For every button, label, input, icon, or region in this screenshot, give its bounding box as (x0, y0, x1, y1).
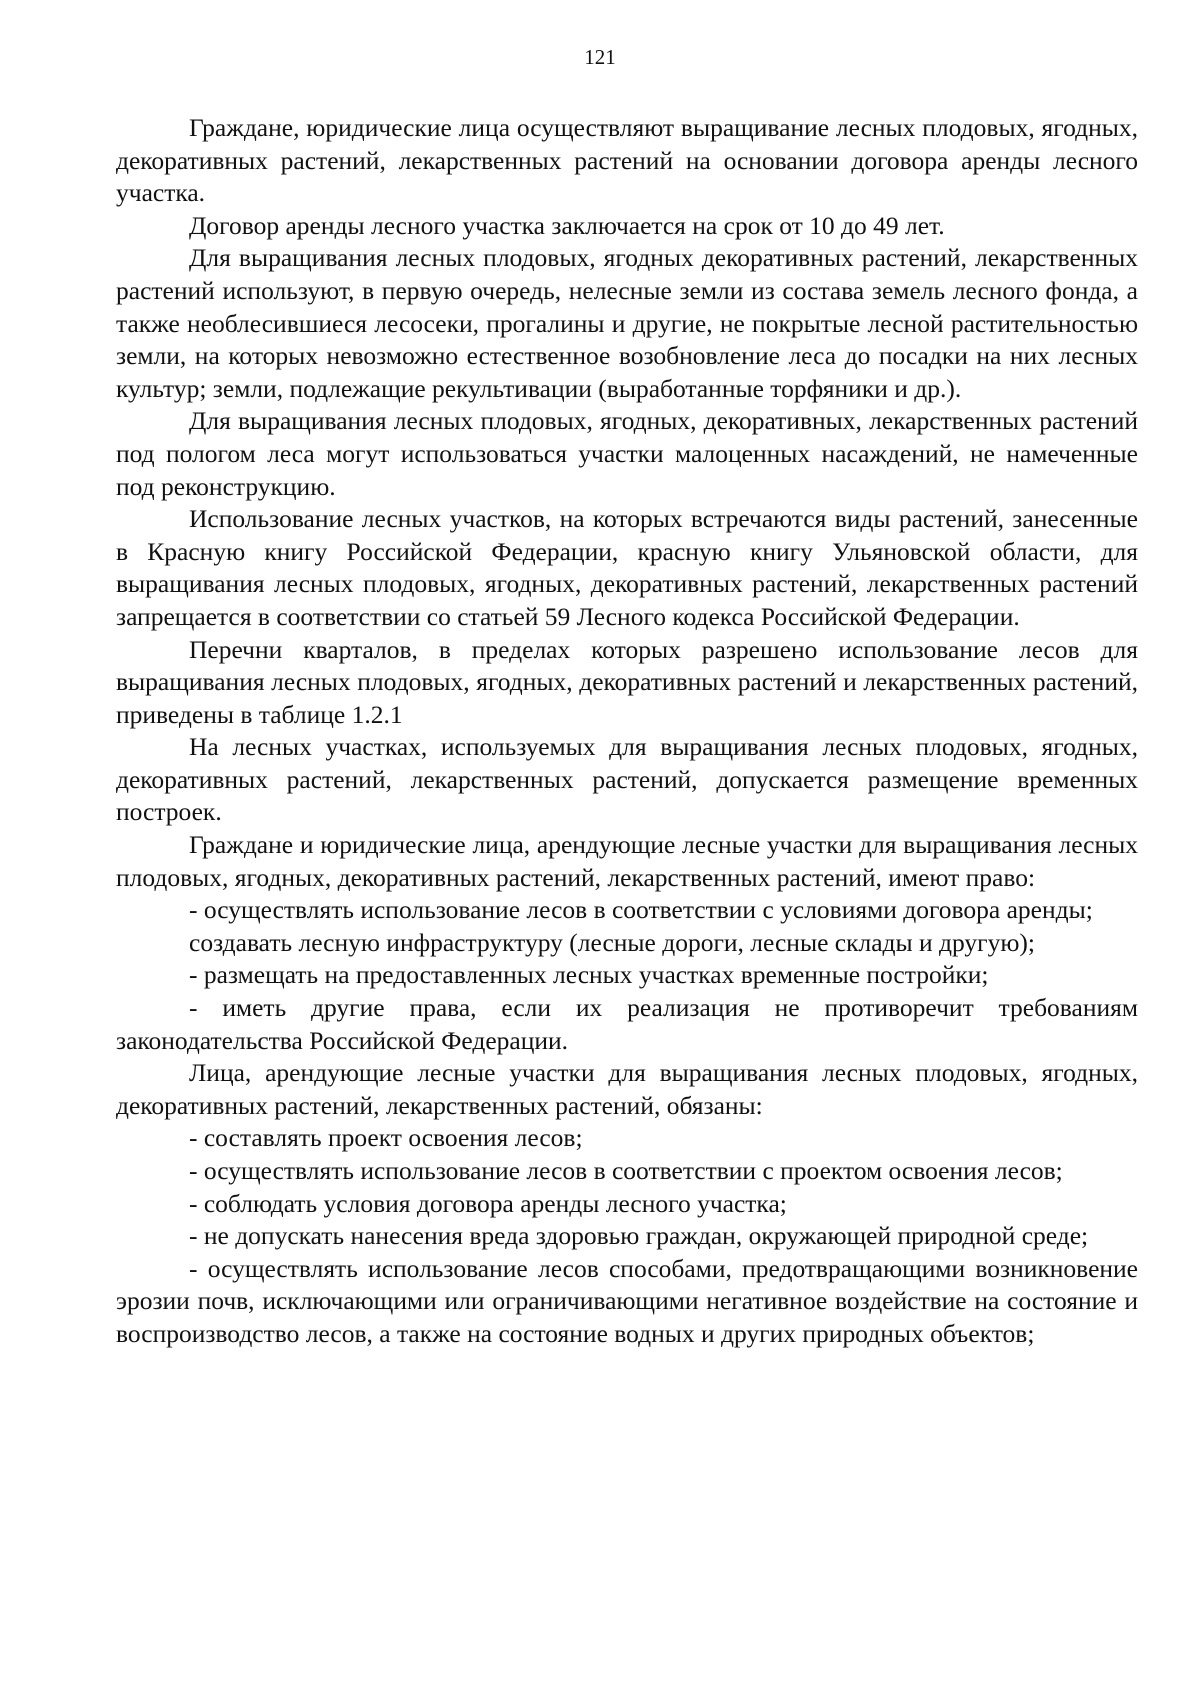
paragraph: Для выращивания лесных плодовых, ягодных декоративных растений, лекарственных растений используют, в первую очередь, нелесные земли из состава земель лесного фонда, а также необлесившиеся лесосеки, прогалины и другие, не покрытые лесной растительностью земли, на которых невозможно естественное возобновление леса до посадки на них лесных культур; земли, подлежащие рекультивации (выработанные торфяники и др.). (116, 243, 1138, 403)
list-item-right: - размещать на предоставленных лесных участках временные постройки; (189, 960, 989, 990)
list-item-obligation: - составлять проект освоения лесов; (189, 1123, 583, 1153)
list-item-obligation: - не допускать нанесения вреда здоровью граждан, окружающей природной среде; (189, 1221, 1089, 1251)
document-body (116, 112, 1138, 1351)
paragraph: Лица, арендующие лесные участки для выращивания лесных плодовых, ягодных, декоративных растений, лекарственных растений, обязаны: (116, 1058, 1138, 1120)
paragraph: Перечни кварталов, в пределах которых разрешено использование лесов для выращивания лесных плодовых, ягодных, декоративных растений и лекарственных растений, приведены в таблице 1.2.1 (116, 634, 1138, 729)
paragraph: Для выращивания лесных плодовых, ягодных, декоративных, лекарственных растений под пологом леса могут использоваться участки малоценных насаждений, не намеченные под реконструкцию. (116, 406, 1138, 501)
list-item-right: - иметь другие права, если их реализация не противоречит требованиям законодательства Российской Федерации. (116, 993, 1138, 1055)
list-item-right: создавать лесную инфраструктуру (лесные дороги, лесные склады и другую); (189, 927, 1036, 957)
list-item-obligation: - осуществлять использование лесов в соответствии с проектом освоения лесов; (189, 1156, 1063, 1185)
list-item-right: - осуществлять использование лесов в соответствии с условиями договора аренды; (189, 895, 1093, 925)
list-item-obligation: - осуществлять использование лесов способами, предотвращающими возникновение эрозии почв, исключающими или ограничивающими негативное воздействие на состояние и воспроизводство лесов, а также на состояние водных и других природных объектов; (116, 1253, 1138, 1348)
paragraph: Граждане и юридические лица, арендующие лесные участки для выращивания лесных плодовых, ягодных, декоративных растений, лекарственных растений, имеют право: (116, 830, 1138, 892)
paragraph: Использование лесных участков, на которых встречаются виды растений, занесенные в Красную книгу Российской Федерации, красную книгу Ульяновской области, для выращивания лесных плодовых, ягодных, декоративных растений, лекарственных растений запрещается в соответствии со статьей 59 Лесного кодекса Российской Федерации. (116, 504, 1138, 631)
paragraph: На лесных участках, используемых для выращивания лесных плодовых, ягодных, декоративных растений, лекарственных растений, допускается размещение временных построек. (116, 732, 1138, 827)
paragraph: Договор аренды лесного участка заключается на срок от 10 до 49 лет. (189, 210, 945, 240)
list-item-obligation: - соблюдать условия договора аренды лесного участка; (189, 1188, 787, 1218)
paragraph: Граждане, юридические лица осуществляют выращивание лесных плодовых, ягодных, декоративных растений, лекарственных растений на основании договора аренды лесного участка. (116, 113, 1138, 208)
page-number: 121 (584, 45, 616, 69)
